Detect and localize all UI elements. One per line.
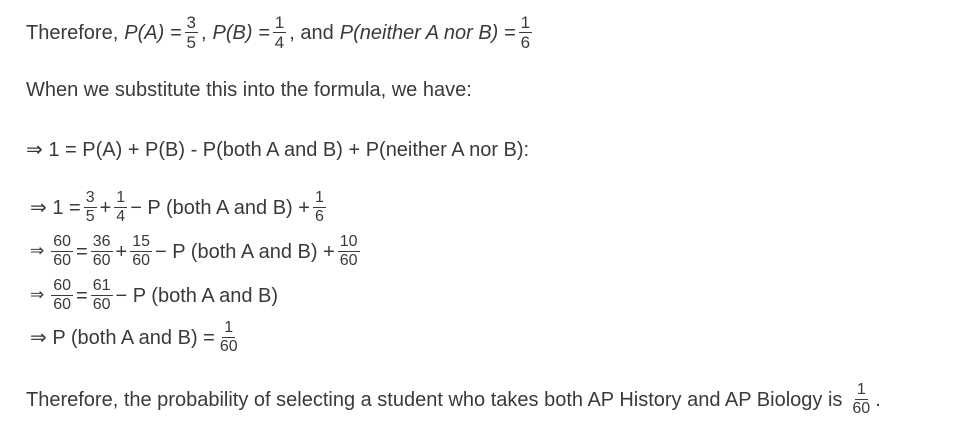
denominator: 60 [219, 338, 238, 355]
fraction [130, 234, 152, 269]
conclusion-text: Therefore, the probability of selecting a student who takes both AP History and AP Biology is [26, 388, 843, 411]
denominator: 5 [186, 33, 196, 52]
numerator: 1 [224, 319, 234, 336]
plus-sign: + [115, 240, 128, 263]
fraction [114, 190, 127, 225]
period: . [875, 388, 881, 411]
fraction [51, 278, 73, 313]
equation-lead: ⇒ P (both A and B) = [30, 326, 215, 349]
equals-sign: = [76, 284, 88, 307]
numerator: 3 [186, 13, 196, 32]
equation-step-3 [30, 278, 278, 313]
equation-lead: ⇒ 1 = [30, 196, 81, 219]
substitute-text: When we substitute this into the formula, we have: [26, 79, 472, 101]
denominator: 60 [92, 296, 111, 313]
implies-arrow: ⇒ [30, 285, 45, 305]
denominator: 6 [314, 208, 324, 225]
numerator: 10 [339, 233, 358, 250]
denominator: 5 [85, 208, 95, 225]
pn-label: P(neither A nor B) = [339, 21, 516, 44]
equation-step-1 [30, 190, 329, 225]
fraction [338, 234, 360, 269]
and-text: , and [289, 21, 334, 44]
pb-label: P(B) = [212, 21, 270, 44]
comma: , [200, 21, 207, 44]
equation-middle: − P (both A and B) + [155, 240, 335, 263]
substitute-line [26, 80, 472, 100]
formula-text: ⇒ 1 = P(A) + P(B) - P(both A and B) + P(neither A nor B): [26, 139, 530, 161]
denominator: 4 [116, 208, 126, 225]
denominator: 60 [852, 400, 871, 417]
given-probabilities-line [26, 14, 535, 51]
equation-middle: − P (both A and B) [115, 284, 279, 307]
fraction [51, 234, 73, 269]
numerator: 60 [53, 277, 72, 294]
numerator: 1 [274, 13, 285, 32]
equation-middle: − P (both A and B) + [130, 196, 310, 219]
fraction [185, 14, 198, 51]
plus-sign: + [99, 196, 112, 219]
numerator: 1 [856, 381, 866, 398]
conclusion-line [26, 382, 881, 417]
formula-line [26, 140, 529, 160]
denominator: 60 [339, 252, 358, 269]
fraction [313, 190, 326, 225]
denominator: 60 [92, 252, 111, 269]
fraction [91, 278, 113, 313]
implies-arrow: ⇒ [30, 241, 45, 261]
numerator: 1 [520, 13, 531, 32]
pa-label: P(A) = [124, 21, 182, 44]
denominator: 60 [53, 252, 72, 269]
numerator: 1 [314, 189, 324, 206]
fraction [850, 382, 872, 417]
numerator: 15 [132, 233, 151, 250]
numerator: 3 [85, 189, 95, 206]
numerator: 61 [92, 277, 111, 294]
therefore-text: Therefore, [26, 21, 119, 44]
equation-step-2 [30, 234, 363, 269]
numerator: 36 [92, 233, 111, 250]
denominator: 6 [520, 33, 531, 52]
numerator: 60 [53, 233, 72, 250]
denominator: 60 [53, 296, 72, 313]
fraction [84, 190, 97, 225]
numerator: 1 [116, 189, 126, 206]
equals-sign: = [76, 240, 88, 263]
denominator: 60 [132, 252, 151, 269]
denominator: 4 [274, 33, 285, 52]
fraction [519, 14, 532, 51]
fraction [218, 320, 240, 355]
equation-step-4 [30, 320, 243, 355]
fraction [91, 234, 113, 269]
fraction [273, 14, 286, 51]
